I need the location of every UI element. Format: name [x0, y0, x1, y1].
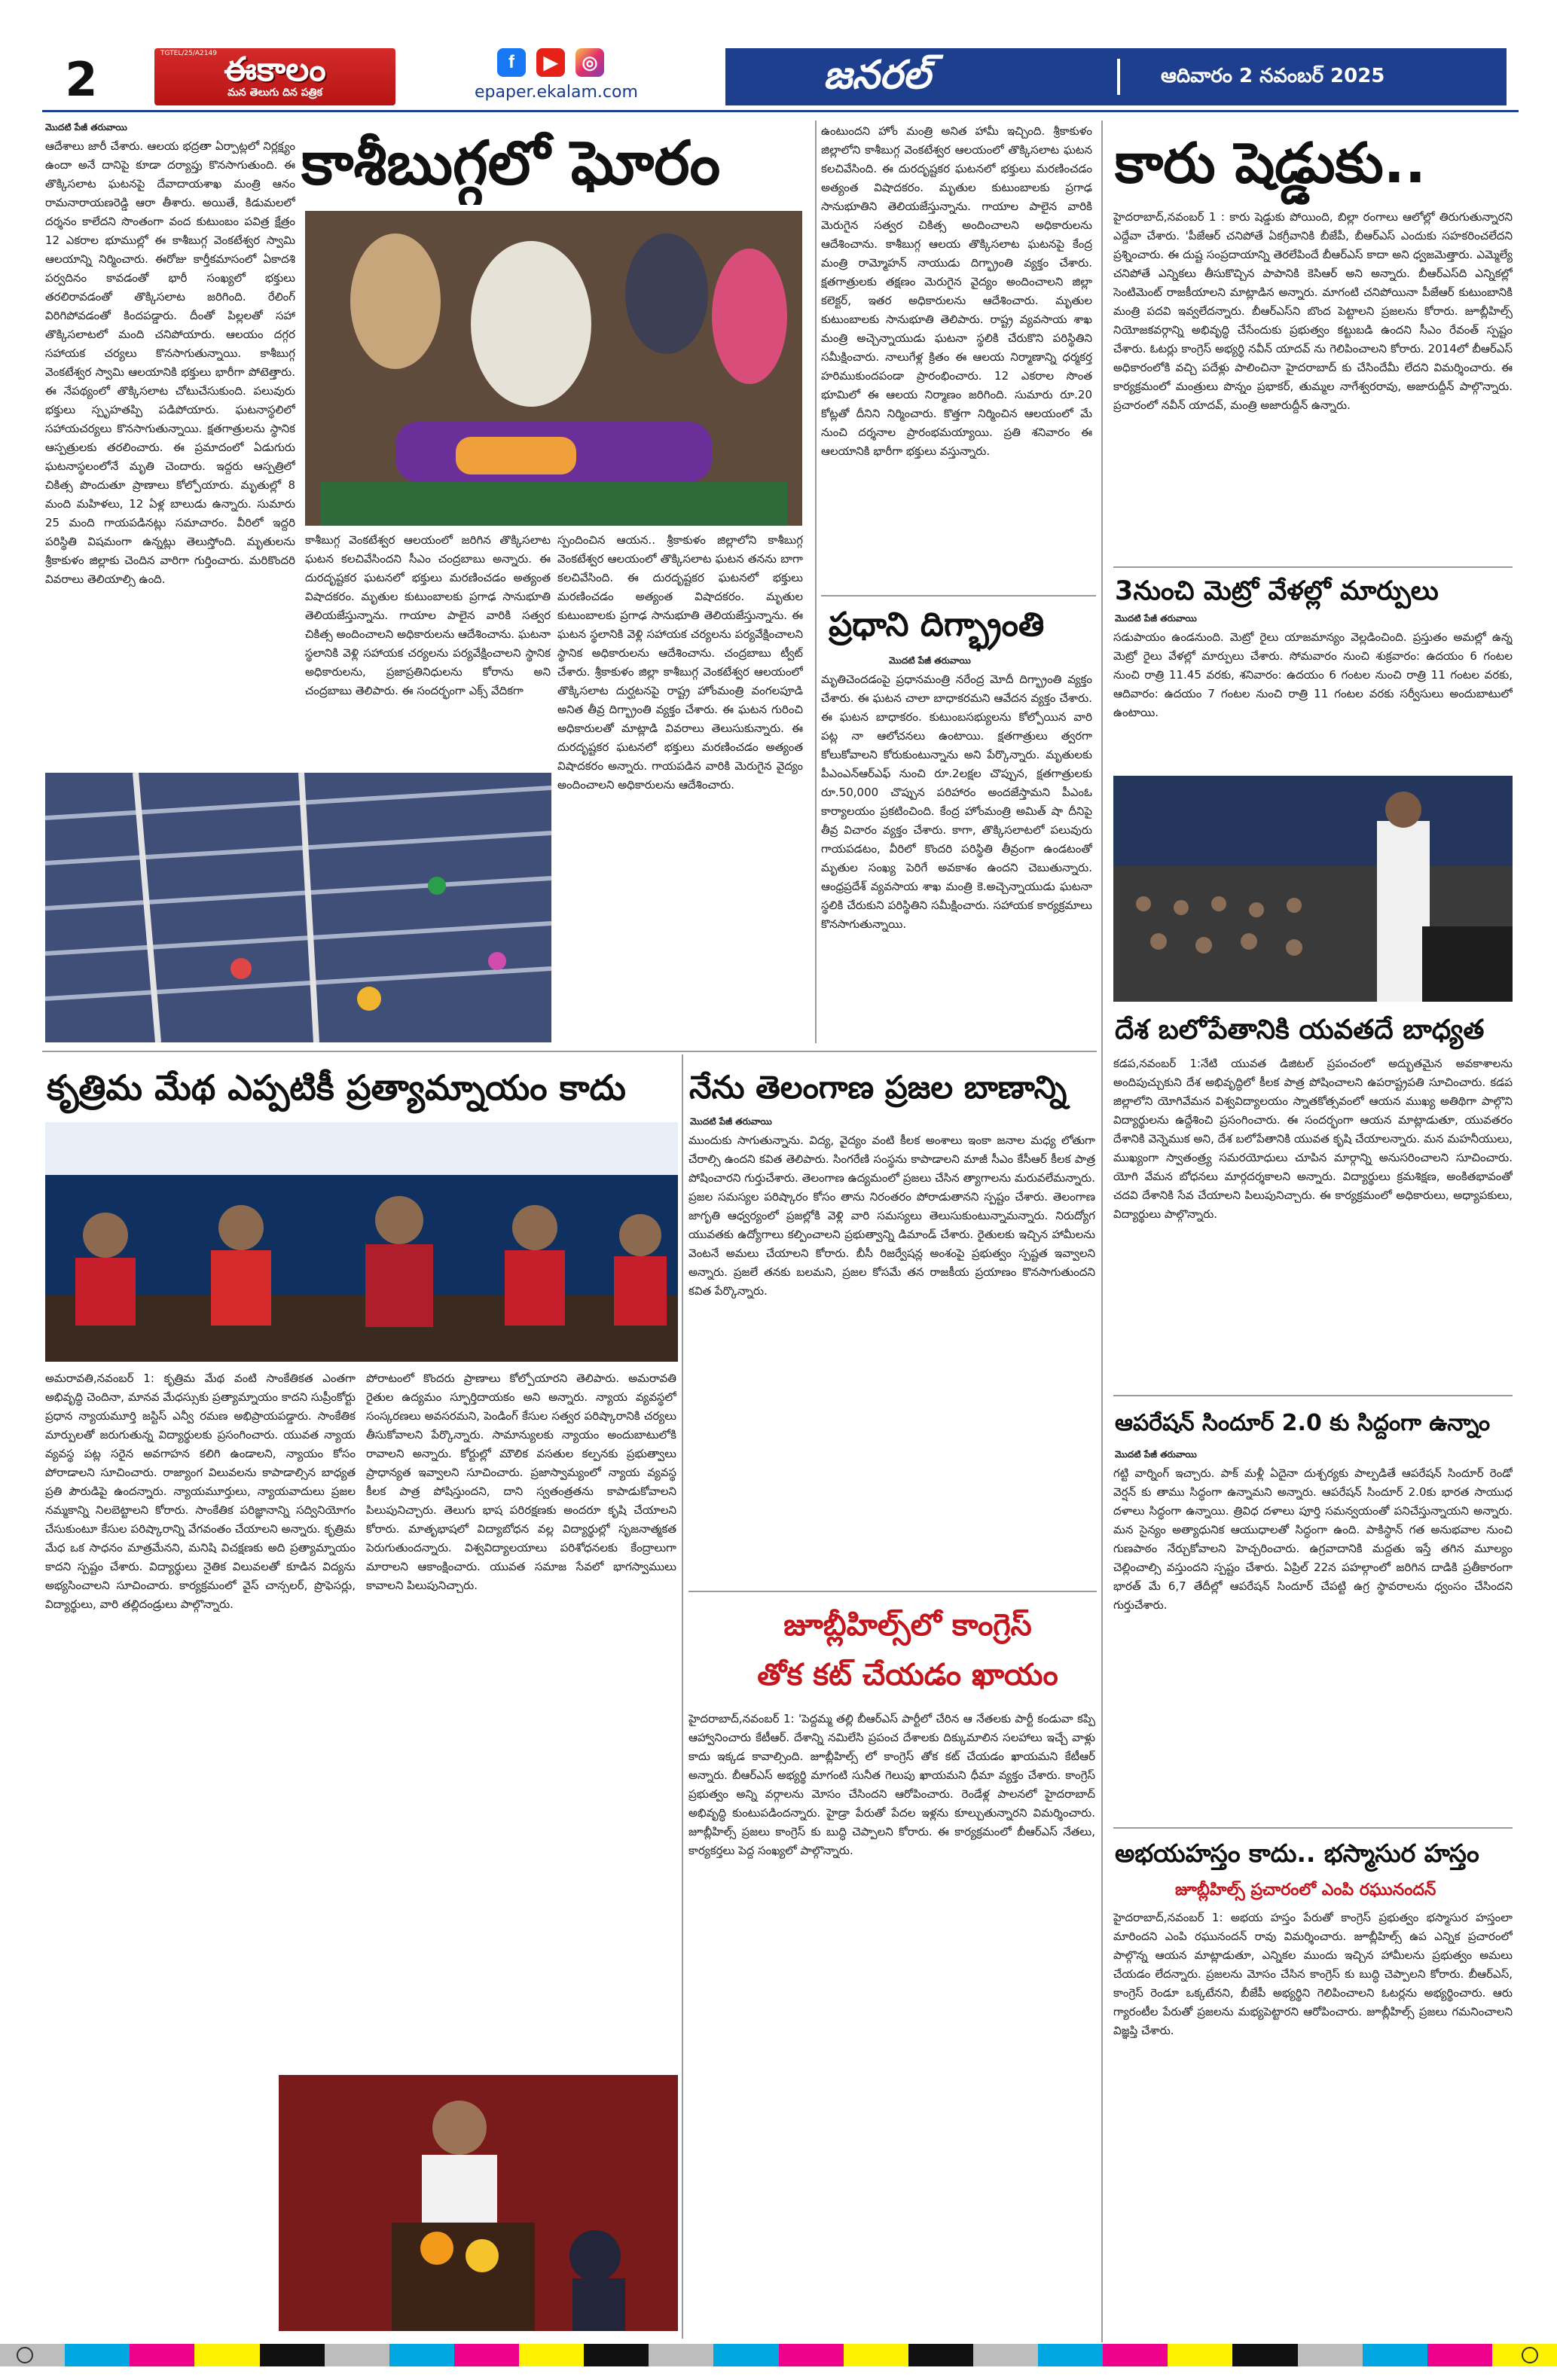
section-rule	[821, 595, 1096, 597]
header-rule	[42, 110, 1519, 112]
section-rule	[1113, 1827, 1513, 1829]
pm-shock-text: మృతిచెందడంపై ప్రధానమంత్రి నరేంద్ర మోదీ దిగ్భ్రాంతి వ్యక్తం చేశారు. ఈ ఘటన చాలా బాధాకరమని ఆవేదన వ్యక్తం చేశారు. ఈ ఘటన బాధాకరం. కుటుంబసభ్యులను కోల్పోయిన వారి పట్ల నా ఆలోచనలు ఉంటాయి. క్షతగాత్రులు త్వరగా కోలుకోవాలని కోరుకుంటున్నాను అని పేర్కొన్నారు. మృతులకు పీఎంఎన్ఆర్‌ఎఫ్ నుంచి రూ.2లక్షల చొప్పున, క్షతగాత్రులకు రూ.50,000 చొప్పున పరిహారం అందజేస్తామని పీఎంఓ కార్యాలయం ప్రకటించింది. కేంద్ర హోంమంత్రి అమిత్ షా దీనిపై తీవ్ర విచారం వ్యక్తం చేశారు. కాగా, తొక్కిసలాటలో పలువురు గాయపడటం, వీరిలో కొందరి పరిస్థితి తీవ్రంగా ఉండటంతో మృతుల సంఖ్య పెరిగే అవకాశం ఉందని చెబుతున్నారు. ఆంధ్రప్రదేశ్ వ్యవసాయ శాఖ మంత్రి కె.అచ్చెన్నాయుడు ఘటనా స్థలికి చేరుకుని పరిస్థితిని సమీక్షించారు. సహాయక కార్యక్రమాలు కొనసాగుతున్నాయి.	[821, 673, 1092, 931]
sindoor-headline: ఆపరేషన్ సిందూర్ 2.0 కు సిద్దంగా ఉన్నాం	[1115, 1410, 1491, 1436]
facebook-icon[interactable]: f	[497, 48, 526, 77]
sindoor-text: గట్టి వార్నింగ్ ఇచ్చారు. పాక్ మళ్లీ ఏదైనా దుశ్చర్యకు పాల్పడితే ఆపరేషన్ సిందూర్ రెండో వెర్షన్ కు తాము సిద్ధంగా ఉన్నామని అన్నారు. ఆపరేషన్ సిందూర్ 2.0కు భారత సాయుధ దళాలు సిద్ధంగా ఉన్నాయి. త్రివిధ దళాలు పూర్తి సమన్వయంతో పనిచేస్తున్నాయని అన్నారు. మన సైన్యం అత్యాధునిక ఆయుధాలతో సిద్ధంగా ఉంది. పాకిస్థాన్ గత అనుభవాల నుంచి గుణపాఠం నేర్చుకోవాలని హెచ్చరించారు. ఉగ్రవాదానికి మద్దతు ఇస్తే తగిన మూల్యం చెల్లించాల్సి వస్తుందని స్పష్టం చేశారు. ఏప్రిల్ 22న పహల్గాంలో జరిగిన దాడికి ప్రతీకారంగా భారత్ మే 6,7 తేదీల్లో ఆపరేషన్ సిందూర్ చేపట్టి ఉగ్ర స్థావరాలను ధ్వంసం చేసిందని గుర్తుచేశారు.	[1113, 1466, 1513, 1612]
youtube-icon[interactable]: ▶	[536, 48, 565, 77]
jubilee-headline-line1: జూబ్లీహిల్స్‌లో కాంగ్రెస్	[783, 1608, 1032, 1643]
column-divider	[815, 121, 817, 1043]
youth-event-photo	[1113, 776, 1513, 1002]
car-shed-text: హైదరాబాద్,నవంబర్ 1 : కారు షెడ్డుకు పోయింది, బిల్లా రంగాలు ఆలోల్లో తిరుగుతున్నారని ఎద్దేవా చేశారు. 'పీజేఆర్ చనిపోతే ఏకగ్రీవానికి బీజేపీ, బీఆర్ఎస్ ఎందుకు సహకరించలేదని ప్రశ్నించారు. ఈ దుష్ట సంప్రదాయాన్ని తెరలేపిందే బీఆర్ఎస్ కాదా అని ధ్వజమెత్తారు. ఎమ్మెల్యే చనిపోతే ఎన్నికలు తీసుకొచ్చిన పాపానికి కెసిఆర్ అని అన్నారు. బీఆర్ఎస్‌ది ఎన్నికల్లో సెంటిమెంట్ రాజకీయాలని మాట్లాడిన అన్నారు. మాగంటి చనిపోయినా పీజేఆర్ కుటుంబానికి మంత్రి పదవి ఇవ్వలేదన్నారు. బీఆర్ఎస్‌ని బొంద పెట్టాలని ప్రజలను కోరారు. జూబ్లీహిల్స్ నియోజకవర్గాన్ని అభివృద్ధి చేసేందుకు ప్రభుత్వం కట్టుబడి ఉందని సీఎం రేవంత్ స్పష్టం చేశారు. ఓటర్లు కాంగ్రెస్ అభ్యర్థి నవీన్ యాదవ్ ను గెలిపించాలని కోరారు. 2014లో బీఆర్ఎస్ అధికారంలోకి వచ్చి పదేళ్లు పాలించినా హైదరాబాద్ కు చేసిందేమీ లేదని విమర్శించారు. ఈ కార్యక్రమంలో మంత్రులు పొన్నం ప్రభాకర్, తుమ్మల నాగేశ్వరరావు, అజారుద్దీన్ పాల్గొన్నారు. ప్రచారంలో నవీన్ యాదవ్, మంత్రి అజారుద్దీన్ ఉన్నారు.	[1113, 210, 1513, 412]
kasibugga-right-text: ఉంటుందని హోం మంత్రి అనిత హామీ ఇచ్చింది. శ్రీకాకుళం జిల్లాలోని కాశీబుగ్గ వెంకటేశ్వర ఆలయంలో తొక్కిసలాట ఘటన కలచివేసింది. ఈ దురదృష్టకర ఘటనలో భక్తులు మరణించడం అత్యంత విషాదకరం. మృతుల కుటుంబాలకు ప్రగాఢ సానుభూతిని తెలియజేస్తున్నాను. గాయాల పాలైన వారికి మెరుగైన సత్వర చికిత్స అందించాలని అధికారులను ఆదేశించాను. కాశీబుగ్గ ఆలయ తొక్కిసలాట ఘటనపై కేంద్ర మంత్రి రామ్మోహన్ నాయుడు దిగ్భ్రాంతి వ్యక్తం చేశారు. క్షతగాత్రులకు తక్షణం మెరుగైన వైద్యం అందించాలని జిల్లా కలెక్టర్, ఇతర అధికారులను ఆదేశించారు. మృతుల కుటుంబాలకు సానుభూతి తెలిపారు. రాష్ట్ర వ్యవసాయ శాఖ మంత్రి అచ్చెన్నాయుడు ఘటనా స్థలికి చేరుకొని పరిస్థితిని సమీక్షించారు. నాలుగేళ్ల క్రితం ఈ ఆలయ నిర్మాణాన్ని ధర్మకర్త హరిముకుందపండా ప్రారంభించారు. 12 ఎకరాల సొంత భూమిలో ఈ ఆలయ నిర్మాణం జరిగింది. సుమారు రూ.20 కోట్లతో దీనిని నిర్మించారు. కొత్తగా నిర్మించిన ఆలయంలో మే నుంచి దర్శనాల ప్రారంభమయ్యాయి. ప్రతి శనివారం ఈ ఆలయానికి భారీగా భక్తులు వస్తున్నారు.	[821, 124, 1092, 458]
column-divider	[682, 1054, 683, 2339]
byline: మొదటి పేజీ తరువాయి	[1115, 613, 1197, 624]
car-shed-headline: కారు షెడ్డుకు..	[1115, 131, 1426, 196]
logo-tagline: మన తెలుగు దిన పత్రిక	[227, 86, 322, 99]
epaper-link[interactable]: epaper.ekalam.com	[475, 83, 638, 102]
byline: మొదటి పేజీ తరువాయి	[690, 1116, 772, 1127]
telangana-headline: నేను తెలంగాణ ప్రజల బాణాన్ని	[689, 1069, 1067, 1106]
page-number: 2	[65, 51, 98, 107]
ai-text-col2: పోరాటంలో కొందరు ప్రాణాలు కోల్పోయారని తెలిపారు. అమరావతి రైతుల ఉద్యమం స్ఫూర్తిదాయకం అని అన్నారు. న్యాయ వ్యవస్థలో సంస్కరణలు అవసరమని, పెండింగ్ కేసుల సత్వర పరిష్కారానికి చర్యలు తీసుకోవాలని పేర్కొన్నారు. సామాన్యులకు న్యాయం అందుబాటులోకి రావాలని అన్నారు. కోర్టుల్లో మౌలిక వసతుల కల్పనకు ప్రభుత్వాలు ప్రాధాన్యత ఇవ్వాలని సూచించారు. ప్రజాస్వామ్యంలో న్యాయ వ్యవస్థ కీలక పాత్ర పోషిస్తుందని, దాని స్వతంత్రతను కాపాడుకోవాలని పిలుపునిచ్చారు. తెలుగు భాష పరిరక్షణకు అందరూ కృషి చేయాలని కోరారు. మాతృభాషలో విద్యాబోధన వల్ల విద్యార్థుల్లో సృజనాత్మకత పెరుగుతుందన్నారు. విశ్వవిద్యాలయాలు పరిశోధనలకు కేంద్రాలుగా మారాలని ఆకాంక్షించారు. యువత సమాజ సేవలో భాగస్వాములు కావాలని పిలుపునిచ్చారు.	[366, 1372, 676, 1592]
speaker-photo-art	[279, 2075, 678, 2331]
jubilee-text: హైదరాబాద్,నవంబర్ 1: 'పెద్దమ్మ తల్లి బీఆర్ఎస్ పార్టీలో చేరిన ఆ నేతలకు పార్టీ కండువా కప్పి ఆహ్వానించారు కేటీఆర్. దేశాన్ని నమిలేసి ప్రపంచ దేశాలకు దిక్కుమాలిన సలహాలు ఇచ్చే వాళ్లు కాదు ఇక్కడ కావాల్సింది. జూబ్లీహిల్స్ లో కాంగ్రెస్ తోక కట్ చేయడం ఖాయమని కేటీఆర్ అన్నారు. బీఆర్ఎస్ అభ్యర్థి మాగంటి సునీత గెలుపు ఖాయమని ధీమా వ్యక్తం చేశారు. కాంగ్రెస్ ప్రభుత్వం అన్ని వర్గాలను మోసం చేసిందని ఆరోపించారు. రెండేళ్ల పాలనలో హైదరాబాద్ అభివృద్ధి కుంటుపడిందన్నారు. హైడ్రా పేరుతో పేదల ఇళ్లను కూల్చుతున్నారని విమర్శించారు. జూబ్లీహిల్స్ ప్రజలు కాంగ్రెస్ కు బుద్ధి చెప్పాలని కోరారు. ఈ కార్యక్రమంలో బీఆర్ఎస్ నేతలు, కార్యకర్తలు పెద్ద సంఖ్యలో పాల్గొన్నారు.	[688, 1712, 1095, 1857]
abhaya-headline: అభయహస్తం కాదు.. భస్మాసుర హస్తం	[1115, 1838, 1479, 1868]
stairs-photo-art	[45, 773, 551, 1042]
instagram-icon[interactable]: ◎	[575, 48, 604, 77]
section-rule	[1113, 1395, 1513, 1396]
column-divider	[1101, 121, 1103, 2342]
stampede-photo-art	[305, 211, 802, 526]
section-rule	[688, 1591, 1097, 1592]
newspaper-logo[interactable]	[154, 48, 395, 105]
section-rule	[42, 1051, 1097, 1052]
speaker-photo	[279, 2075, 678, 2331]
byline: మొదటి పేజీ తరువాయి	[45, 122, 127, 133]
youth-event-photo-art	[1113, 776, 1513, 1002]
convocation-photo	[45, 1122, 678, 1362]
kasibugga-lead-text: ఆదేశాలు జారీ చేశారు. ఆలయ భద్రతా ఏర్పాట్లలో నిర్లక్ష్యం ఉందా అనే దానిపై కూడా దర్యాప్తు కొనసాగుతుంది. ఈ తొక్కిసలాట ఘటనపై దేవాదాయశాఖ మంత్రి ఆనం రామనారాయణరెడ్డి ఆరా తీశారు. అయితే, కిడుమలలో దర్శనం కాలేదని సొంతంగా వంద కుటుంబం పవిత్ర క్షేత్రం 12 ఎకరాల భూముల్లో ఈ కాశీబుగ్గ వెంకటేశ్వర స్వామి ఆలయాన్ని నిర్మించారు. ఈరోజు కార్తీకమాసంలో ఏకాదశి పర్వదినం కావడంతో భారీ సంఖ్యలో భక్తులు తరలిరావడంతో తొక్కిసలాట జరిగింది. రేలింగ్ విరిగిపోవడంతో కిందపడ్డారు. దీంతో పిల్లలతో సహా తొక్కిసలాటలో మంది చనిపోయారు. ఆలయం దగ్గర సహాయక చర్యలు కొనసాగుతున్నాయి. కాశీబుగ్గ వెంకటేశ్వర స్వామి ఆలయానికి భక్తులు భారీగా పోటెత్తారు. ఈ నేపథ్యంలో తొక్కిసలాట చోటుచేసుకుంది. పలువురు భక్తులు స్పృహతప్పి పడిపోయారు. ఘటనాస్థలిలో సహాయచర్యలు కొనసాగుతున్నాయి. క్షతగాత్రులను స్థానిక ఆస్పత్రులకు తరలించారు. ఈ ప్రమాదంలో ఏడుగురు ఘటనాస్థలంలోనే మృతి చెందారు. ఇద్దరు ఆస్పత్రిలో చికిత్స పొందుతూ ప్రాణాలు కోల్పోయారు. మృతుల్లో 8 మంది మహిళలు, 12 ఏళ్ల బాలుడు ఉన్నారు. సుమారు 25 మంది గాయపడినట్లు సమాచారం. వీరిలో ఇద్దరి పరిస్థితి విషమంగా ఉన్నట్లు తెలుస్తోంది. మృతులను శ్రీకాకుళం జిల్లాకు చెందిన వారిగా గుర్తించారు. మరికొందరి వివరాలు తెలియాల్సి ఉంది.	[45, 139, 295, 586]
registration-mark-icon	[1522, 2347, 1538, 2363]
issue-date: ఆదివారం 2 నవంబర్ 2025	[1161, 65, 1385, 87]
category-bar	[725, 48, 1507, 105]
header-separator	[1117, 59, 1120, 95]
pm-shock-headline: ప్రధాని దిగ్భ్రాంతి	[829, 606, 1045, 644]
logo-registration: TGTEL/25/A2149	[160, 50, 217, 57]
logo-title: ఈకాలం	[224, 50, 326, 89]
registration-mark-icon	[17, 2347, 33, 2363]
jubilee-headline-line2: తోక కట్ చేయడం ఖాయం	[757, 1658, 1058, 1692]
kasibugga-headline: కాశీబుగ్గలో ఘోరం	[301, 128, 721, 198]
section-rule	[1113, 566, 1513, 568]
section-title: జనరల్	[823, 53, 931, 98]
youth-text: కడప,నవంబర్ 1:నేటి యువత డిజిటల్ ప్రపంచంలో అద్భుతమైన అవకాశాలను అందిపుచ్చుకుని దేశ అభివృద్ధిలో కీలక పాత్ర పోషించాలని ఉపరాష్ట్రపతి సూచించారు. కడప జిల్లాలోని యోగివేమన విశ్వవిద్యాలయం స్నాతకోత్సవంలో ఆయన ముఖ్య అతిథిగా పాల్గొని విద్యార్థులను ఉద్దేశించి ప్రసంగించారు. ఈ సందర్భంగా ఆయన మాట్లాడుతూ, యువతరం దేశానికి వెన్నెముక అని, దేశ బలోపేతానికి యువత కృషి చేయాలన్నారు. మన మహనీయులు, ముఖ్యంగా స్వాతంత్ర్య సమరయోధులు చూపిన మార్గాన్ని అనుసరించాలని సూచించారు. యోగి వేమన బోధనలు మార్గదర్శకాలని అన్నారు. విద్యార్థులు క్రమశిక్షణ, అంకితభావంతో చదవి దేశానికి సేవ చేయాలని పిలుపునిచ్చారు. ఈ కార్యక్రమంలో అధికారులు, అధ్యాపకులు, విద్యార్థులు పాల్గొన్నారు.	[1113, 1057, 1513, 1221]
convocation-photo-art	[45, 1122, 678, 1362]
stairs-photo	[45, 773, 551, 1042]
stampede-photo	[305, 211, 802, 526]
social-links	[497, 48, 604, 77]
metro-text: సడుపాయం ఉండనుంది. మెట్రో రైలు యాజమాన్యం వెల్లడించింది. ప్రస్తుతం అమల్లో ఉన్న మెట్రో రైలు వేళల్లో మార్పులు చేశారు. సోమవారం నుంచి శుక్రవారం: ఉదయం 6 గంటల నుంచి రాత్రి 11.45 వరకు, శనివారం: ఉదయం 6 గంటల నుంచి రాత్రి 11 గంటల వరకు, ఆదివారం: ఉదయం 7 గంటల నుంచి రాత్రి 11 గంటల వరకు సర్వీసులు అందుబాటులో ఉంటాయి.	[1113, 630, 1513, 719]
telangana-text: ముందుకు సాగుతున్నాను. విద్య, వైద్యం వంటి కీలక అంశాలు ఇంకా జనాల మధ్య లోతుగా చేరాల్సి ఉందని కవిత తెలిపారు. సింగరేణి సంస్థను కాపాడాలని మాజీ సీఎం కేసీఆర్ కీలక పాత్ర పోషించారని గుర్తుచేశారు. తెలంగాణ ఉద్యమంలో ప్రజలు చేసిన త్యాగాలను మరువలేమన్నారు. ప్రజల సమస్యల పరిష్కారం కోసం తాను నిరంతరం పోరాడుతానని స్పష్టం చేశారు. తెలంగాణ జాగృతి ఆధ్వర్యంలో ప్రజల్లోకి వెళ్లి వారి సమస్యలు తెలుసుకుంటున్నామన్నారు. నిరుద్యోగ యువతకు ఉద్యోగాలు కల్పించాలని ప్రభుత్వాన్ని డిమాండ్ చేశారు. రైతులకు ఇచ్చిన హామీలను వెంటనే అమలు చేయాలని కోరారు. బీసీ రిజర్వేషన్ల అంశంపై ప్రభుత్వం స్పష్టత ఇవ్వాలని అన్నారు. ప్రజలే తనకు బలమని, ప్రజల కోసమే తన రాజకీయ ప్రయాణం కొనసాగుతుందని కవిత పేర్కొన్నారు.	[688, 1134, 1095, 1298]
kasibugga-caption-col1: కాశీబుగ్గ వెంకటేశ్వర ఆలయంలో జరిగిన తొక్కిసలాట ఘటన కలచివేసిందని సీఎం చంద్రబాబు అన్నారు. ఈ దురదృష్టకర ఘటనలో భక్తులు మరణించడం అత్యంత విషాదకరం. మృతుల కుటుంబాలకు ప్రగాఢ సానుభూతి తెలియజేస్తున్నాను. గాయాల పాలైన వారికి సత్వర చికిత్స అందించాలని అధికారులను ఆదేశించాను. ఘటనా స్థలానికి వెళ్లి సహాయక చర్యలను పర్యవేక్షించాలని స్థానిక అధికారులను, ప్రజాప్రతినిధులను కోరాను అని చంద్రబాబు తెలిపారు. ఈ సందర్భంగా ఎక్స్ వేదికగా	[305, 533, 551, 697]
byline: మొదటి పేజీ తరువాయి	[889, 655, 971, 666]
byline: మొదటి పేజీ తరువాయి	[1115, 1449, 1197, 1460]
abhaya-subheadline: జూబ్లీహిల్స్ ప్రచారంలో ఎంపి రఘునందన్	[1175, 1881, 1436, 1899]
ai-headline: కృత్రిమ మేథ ఎప్పటికీ ప్రత్యామ్నాయం కాదు	[47, 1067, 626, 1108]
metro-headline: 3నుంచి మెట్రో వేళల్లో మార్పులు	[1115, 576, 1439, 606]
youth-headline: దేశ బలోపేతానికి యవతదే బాధ్యత	[1115, 1015, 1485, 1045]
kasibugga-caption-col2: స్పందించిన ఆయన.. శ్రీకాకుళం జిల్లాలోని కాశీబుగ్గ వెంకటేశ్వర ఆలయంలో తొక్కిసలాట ఘటన తనను బాగా కలచివేసింది. ఈ దురదృష్టకర ఘటనలో భక్తులు మరణించడం అత్యంత విషాదకరం. మృతుల కుటుంబాలకు ప్రగాఢ సానుభూతి తెలియజేస్తున్నాను. ఈ ఘటన స్థలానికి వెళ్లి సహాయక చర్యలను పర్యవేక్షించాలని స్థానిక అధికారులను ఆదేశించాను. చంద్రబాబు ట్వీట్ చేశారు. శ్రీకాకుళం జిల్లా కాశీబుగ్గ వెంకటేశ్వర ఆలయంలో తొక్కిసలాట దుర్ఘటనపై రాష్ట్ర హోంమంత్రి వంగలపూడి అనిత తీవ్ర దిగ్భ్రాంతి వ్యక్తం చేశారు. ఈ ఘటన గురించి అధికారులతో మాట్లాడి వివరాలు తెలుసుకున్నారు. ఈ దురదృష్టకర ఘటనలో భక్తులు మరణించడం అత్యంత విషాదకరం అన్నారు. గాయపడిన వారికి మెరుగైన వైద్యం అందించాలని అధికారులను ఆదేశించారు.	[557, 533, 803, 792]
abhaya-text: హైదరాబాద్,నవంబర్ 1: అభయ హస్తం పేరుతో కాంగ్రెస్ ప్రభుత్వం భస్మాసుర హస్తంలా మారిందని ఎంపి రఘునందన్ రావు విమర్శించారు. జూబ్లీహిల్స్ ఉప ఎన్నిక ప్రచారంలో పాల్గొన్న ఆయన మాట్లాడుతూ, ఎన్నికల ముందు ఇచ్చిన హామీలను ప్రభుత్వం అమలు చేయడం లేదన్నారు. ప్రజలను మోసం చేసిన కాంగ్రెస్ కు బుద్ధి చెప్పాలని కోరారు. బీఆర్ఎస్, కాంగ్రెస్ రెండూ ఒక్కటేనని, బీజేపీ అభ్యర్థిని గెలిపించాలని ఓటర్లను అభ్యర్థించారు. ఆరు గ్యారంటీల పేరుతో ప్రజలను మభ్యపెట్టారని ఆరోపించారు. జూబ్లీహిల్స్ ప్రజలు గమనించాలని విజ్ఞప్తి చేశారు.	[1113, 1911, 1513, 2037]
ai-text-col1: అమరావతి,నవంబర్ 1: కృత్రిమ మేథ వంటి సాంకేతికత ఎంతగా అభివృద్ధి చెందినా, మానవ మేధస్సుకు ప్రత్యామ్నాయం కాదని సుప్రీంకోర్టు ప్రధాన న్యాయమూర్తి జస్టిస్ ఎన్వీ రమణ అభిప్రాయపడ్డారు. సాంకేతిక మార్పులతో జరుగుతున్న విద్యార్థులకు ప్రసంగించారు. యువత న్యాయ వ్యవస్థ పట్ల సరైన అవగాహన కలిగి ఉండాలని, న్యాయం కోసం పోరాడాలని సూచించారు. రాజ్యాంగ విలువలను కాపాడాల్సిన బాధ్యత ప్రతి పౌరుడిపై ఉందన్నారు. న్యాయమూర్తులు, న్యాయవాదులు ప్రజల నమ్మకాన్ని నిలబెట్టాలని కోరారు. సాంకేతిక పరిజ్ఞానాన్ని సద్వినియోగం చేసుకుంటూ కేసుల పరిష్కారాన్ని వేగవంతం చేయాలని అన్నారు. కృత్రిమ మేధ ఒక సాధనం మాత్రమేనని, మనిషి విచక్షణకు అది ప్రత్యామ్నాయం కాదని స్పష్టం చేశారు. విద్యార్థులు నైతిక విలువలతో కూడిన విద్యను అభ్యసించాలని సూచించారు. కార్యక్రమంలో వైస్ చాన్సలర్, ప్రొఫెసర్లు, విద్యార్థులు, వారి తల్లిదండ్రులు పాల్గొన్నారు.	[45, 1372, 356, 1611]
print-color-bar	[0, 2344, 1557, 2366]
